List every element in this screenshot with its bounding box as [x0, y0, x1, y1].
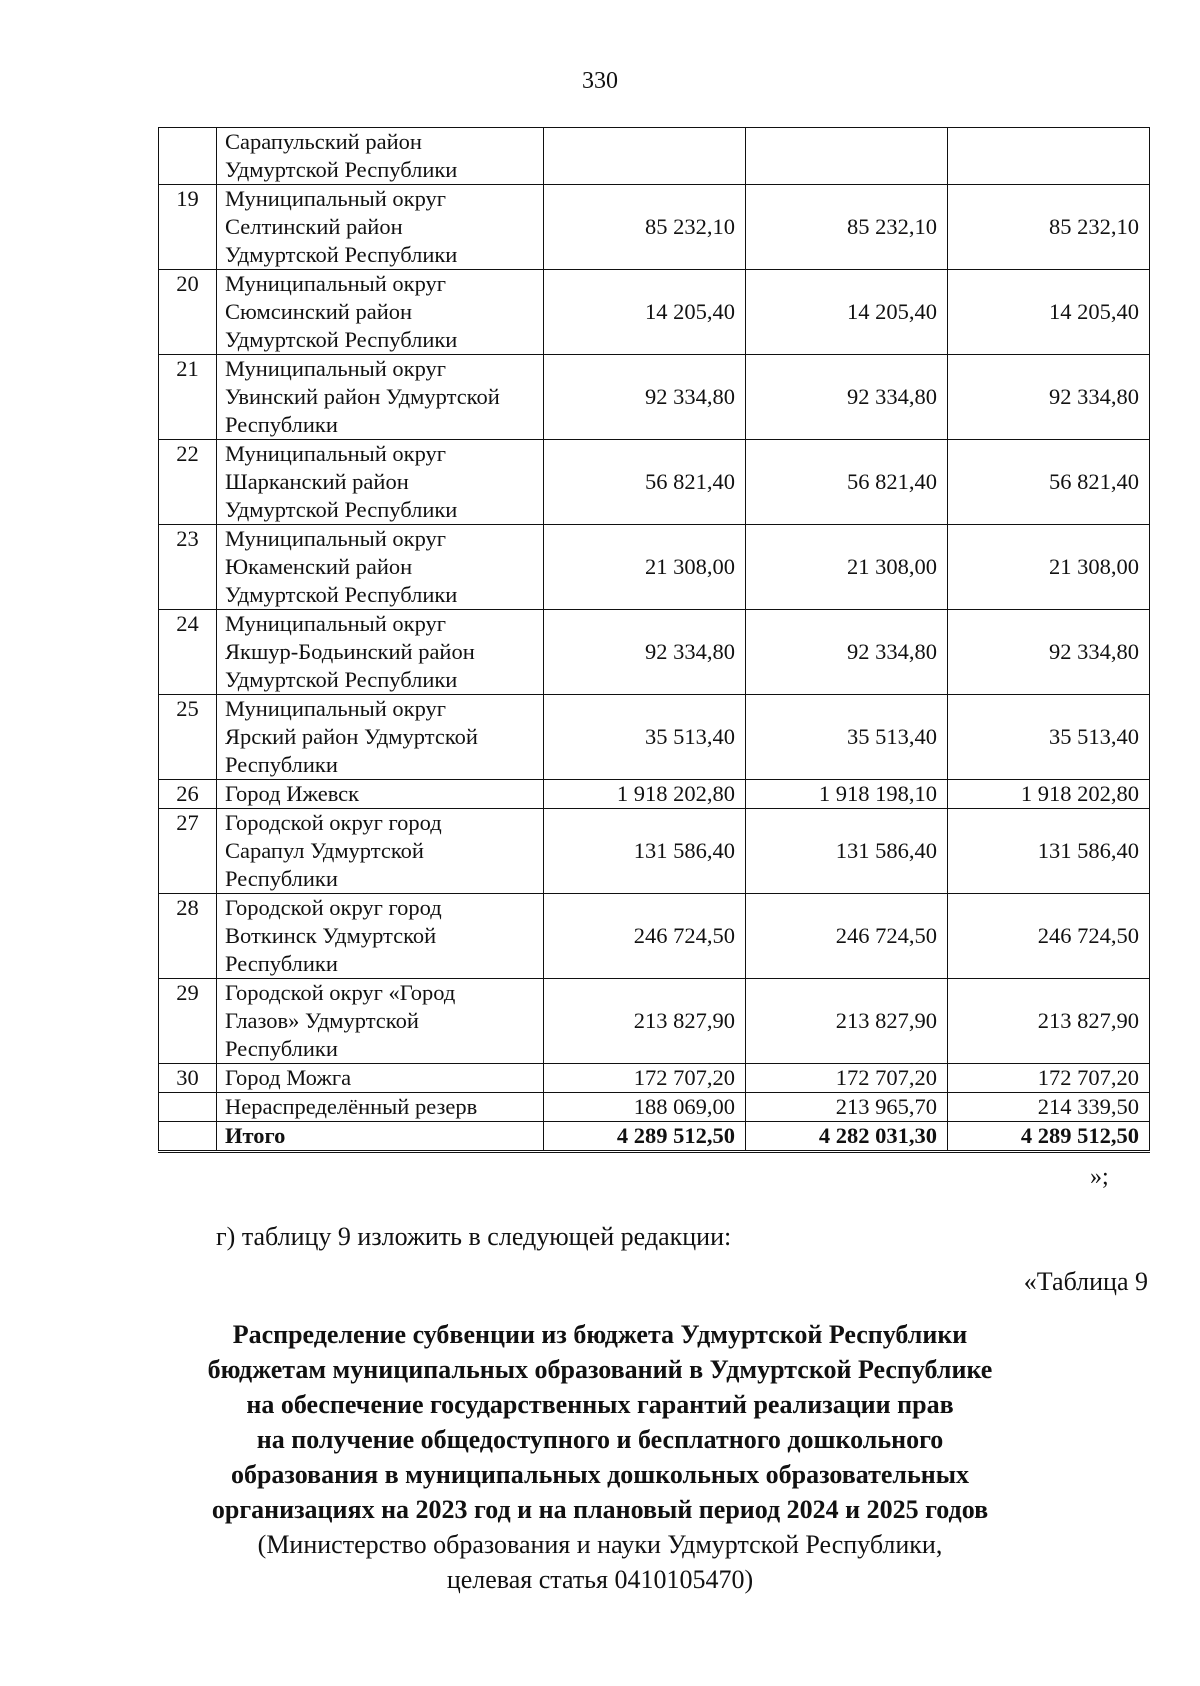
- amount-2024: 14 205,40: [746, 270, 948, 355]
- heading-line: на обеспечение государственных гарантий реализации прав: [246, 1390, 954, 1419]
- municipality-name-line: Муниципальный округ: [225, 441, 447, 466]
- amount-2024: 21 308,00: [746, 525, 948, 610]
- amount-2024: 56 821,40: [746, 440, 948, 525]
- municipality-name-line: Удмуртской Республики: [225, 242, 458, 267]
- municipality-name-line: Республики: [225, 752, 338, 777]
- municipality-name-line: Удмуртской Республики: [225, 582, 458, 607]
- municipality-name-line: Муниципальный округ: [225, 186, 447, 211]
- municipality-name-line: Муниципальный округ: [225, 696, 447, 721]
- amount-2024: 131 586,40: [746, 809, 948, 894]
- row-number: 24: [159, 610, 217, 695]
- municipality-name: [217, 894, 544, 979]
- table-row: [159, 355, 1150, 440]
- municipality-name-line: Сарапул Удмуртской: [225, 838, 424, 863]
- amount-2025: 92 334,80: [948, 355, 1150, 440]
- municipality-name: [217, 440, 544, 525]
- amount-2025: 213 827,90: [948, 979, 1150, 1064]
- table-row: [159, 525, 1150, 610]
- amount-2024: 246 724,50: [746, 894, 948, 979]
- amount-2025: 131 586,40: [948, 809, 1150, 894]
- row-number: [159, 1093, 217, 1122]
- row-number: 19: [159, 185, 217, 270]
- amount-2025: 92 334,80: [948, 610, 1150, 695]
- total-2024: 4 282 031,30: [746, 1122, 948, 1152]
- table-body: [159, 128, 1150, 1152]
- municipality-name-line: Город Можга: [225, 1065, 352, 1090]
- table-row: [159, 440, 1150, 525]
- amount-2025: 35 513,40: [948, 695, 1150, 780]
- table-row: [159, 128, 1150, 185]
- table-row: [159, 610, 1150, 695]
- amount-2025: 172 707,20: [948, 1064, 1150, 1093]
- municipality-name-line: Муниципальный округ: [225, 356, 447, 381]
- row-number: 28: [159, 894, 217, 979]
- municipality-name-line: Ярский район Удмуртской: [225, 724, 478, 749]
- municipality-name: [217, 809, 544, 894]
- heading-line: бюджетам муниципальных образований в Удмуртской Республике: [207, 1355, 993, 1384]
- heading-subline: (Министерство образования и науки Удмуртской Республики,: [257, 1530, 943, 1559]
- municipality-name-line: Городской округ город: [225, 895, 442, 920]
- municipality-name-line: Город Ижевск: [225, 781, 360, 806]
- municipality-name-line: Удмуртской Республики: [225, 667, 458, 692]
- amount-2023: 35 513,40: [544, 695, 746, 780]
- amount-2023: 131 586,40: [544, 809, 746, 894]
- row-number: 22: [159, 440, 217, 525]
- row-number: 26: [159, 780, 217, 809]
- municipality-name-line: Муниципальный округ: [225, 611, 447, 636]
- amount-2025: [948, 128, 1150, 185]
- municipality-name-line: Республики: [225, 866, 338, 891]
- table-row: [159, 780, 1150, 809]
- municipality-name-line: Воткинск Удмуртской: [225, 923, 437, 948]
- municipality-name: [217, 185, 544, 270]
- municipality-name-line: Городской округ «Город: [225, 980, 456, 1005]
- municipality-name-line: Республики: [225, 1036, 338, 1061]
- row-number: 30: [159, 1064, 217, 1093]
- heading-line: Распределение субвенции из бюджета Удмуртской Республики: [232, 1320, 968, 1349]
- municipality-name: [217, 979, 544, 1064]
- municipality-name: [217, 128, 544, 185]
- amount-2023: 246 724,50: [544, 894, 746, 979]
- table-row: [159, 185, 1150, 270]
- amount-2023: [544, 128, 746, 185]
- municipality-name-line: Шарканский район: [225, 469, 409, 494]
- municipality-name-line: Удмуртской Республики: [225, 327, 458, 352]
- municipality-name-line: Якшур-Бодьинский район: [225, 639, 475, 664]
- total-number-cell: [159, 1122, 217, 1152]
- total-label: Итого: [217, 1122, 544, 1152]
- amount-2023: 172 707,20: [544, 1064, 746, 1093]
- amount-2024: 172 707,20: [746, 1064, 948, 1093]
- amount-2024: [746, 128, 948, 185]
- amount-2023: 1 918 202,80: [544, 780, 746, 809]
- municipality-name-line: Юкаменский район: [225, 554, 413, 579]
- amount-2024: 213 965,70: [746, 1093, 948, 1122]
- municipality-name-line: Республики: [225, 951, 338, 976]
- municipality-name: [217, 695, 544, 780]
- amount-2025: 246 724,50: [948, 894, 1150, 979]
- municipality-name: [217, 1064, 544, 1093]
- row-number: 23: [159, 525, 217, 610]
- municipality-name-line: Городской округ город: [225, 810, 442, 835]
- total-2023: 4 289 512,50: [544, 1122, 746, 1152]
- amount-2024: 92 334,80: [746, 355, 948, 440]
- municipality-name: [217, 355, 544, 440]
- amount-2023: 56 821,40: [544, 440, 746, 525]
- amount-2024: 1 918 198,10: [746, 780, 948, 809]
- municipality-name-line: Селтинский район: [225, 214, 403, 239]
- instruction-text: г) таблицу 9 изложить в следующей редакции:: [216, 1222, 732, 1251]
- amount-2023: 213 827,90: [544, 979, 746, 1064]
- row-number: [159, 128, 217, 185]
- amount-2025: 21 308,00: [948, 525, 1150, 610]
- amount-2023: 85 232,10: [544, 185, 746, 270]
- amount-2024: 85 232,10: [746, 185, 948, 270]
- municipality-name: [217, 610, 544, 695]
- municipality-name-line: Муниципальный округ: [225, 271, 447, 296]
- municipality-name: [217, 1093, 544, 1122]
- municipality-name-line: Глазов» Удмуртской: [225, 1008, 419, 1033]
- amount-2023: 188 069,00: [544, 1093, 746, 1122]
- municipality-name: [217, 270, 544, 355]
- row-number: 25: [159, 695, 217, 780]
- amount-2023: 92 334,80: [544, 355, 746, 440]
- page-number: 330: [582, 68, 618, 94]
- municipality-name-line: Увинский район Удмуртской: [225, 384, 500, 409]
- total-2025: 4 289 512,50: [948, 1122, 1150, 1152]
- municipality-name-line: Нераспределённый резерв: [225, 1094, 478, 1119]
- municipality-name: [217, 780, 544, 809]
- municipality-name-line: Республики: [225, 412, 338, 437]
- row-number: 21: [159, 355, 217, 440]
- amount-2023: 92 334,80: [544, 610, 746, 695]
- amount-2024: 35 513,40: [746, 695, 948, 780]
- table-row: [159, 809, 1150, 894]
- row-number: 20: [159, 270, 217, 355]
- table-row: [159, 1093, 1150, 1122]
- subvention-table: [158, 127, 1150, 1153]
- amount-2025: 14 205,40: [948, 270, 1150, 355]
- amount-2024: 92 334,80: [746, 610, 948, 695]
- amount-2025: 1 918 202,80: [948, 780, 1150, 809]
- heading-line: на получение общедоступного и бесплатного дошкольного: [256, 1425, 944, 1454]
- municipality-name-line: Удмуртской Республики: [225, 157, 458, 182]
- row-number: 29: [159, 979, 217, 1064]
- amount-2025: 214 339,50: [948, 1093, 1150, 1122]
- closing-quote: »;: [1090, 1164, 1109, 1190]
- table-row: [159, 1064, 1150, 1093]
- total-row: [159, 1122, 1150, 1152]
- table-row: [159, 695, 1150, 780]
- municipality-name: [217, 525, 544, 610]
- row-number: 27: [159, 809, 217, 894]
- municipality-name-line: Сарапульский район: [225, 129, 422, 154]
- heading-line: образования в муниципальных дошкольных образовательных: [230, 1460, 970, 1489]
- municipality-name-line: Сюмсинский район: [225, 299, 413, 324]
- amount-2025: 85 232,10: [948, 185, 1150, 270]
- table-9-heading: [0, 1317, 1200, 1597]
- table-row: [159, 979, 1150, 1064]
- amount-2025: 56 821,40: [948, 440, 1150, 525]
- table-row: [159, 894, 1150, 979]
- municipality-name-line: Муниципальный округ: [225, 526, 447, 551]
- amount-2023: 21 308,00: [544, 525, 746, 610]
- table-row: [159, 270, 1150, 355]
- heading-subline: целевая статья 0410105470): [446, 1565, 754, 1594]
- municipality-name-line: Удмуртской Республики: [225, 497, 458, 522]
- heading-line: организациях на 2023 год и на плановый период 2024 и 2025 годов: [211, 1495, 989, 1524]
- amount-2024: 213 827,90: [746, 979, 948, 1064]
- amount-2023: 14 205,40: [544, 270, 746, 355]
- table-9-label: «Таблица 9: [1023, 1267, 1148, 1296]
